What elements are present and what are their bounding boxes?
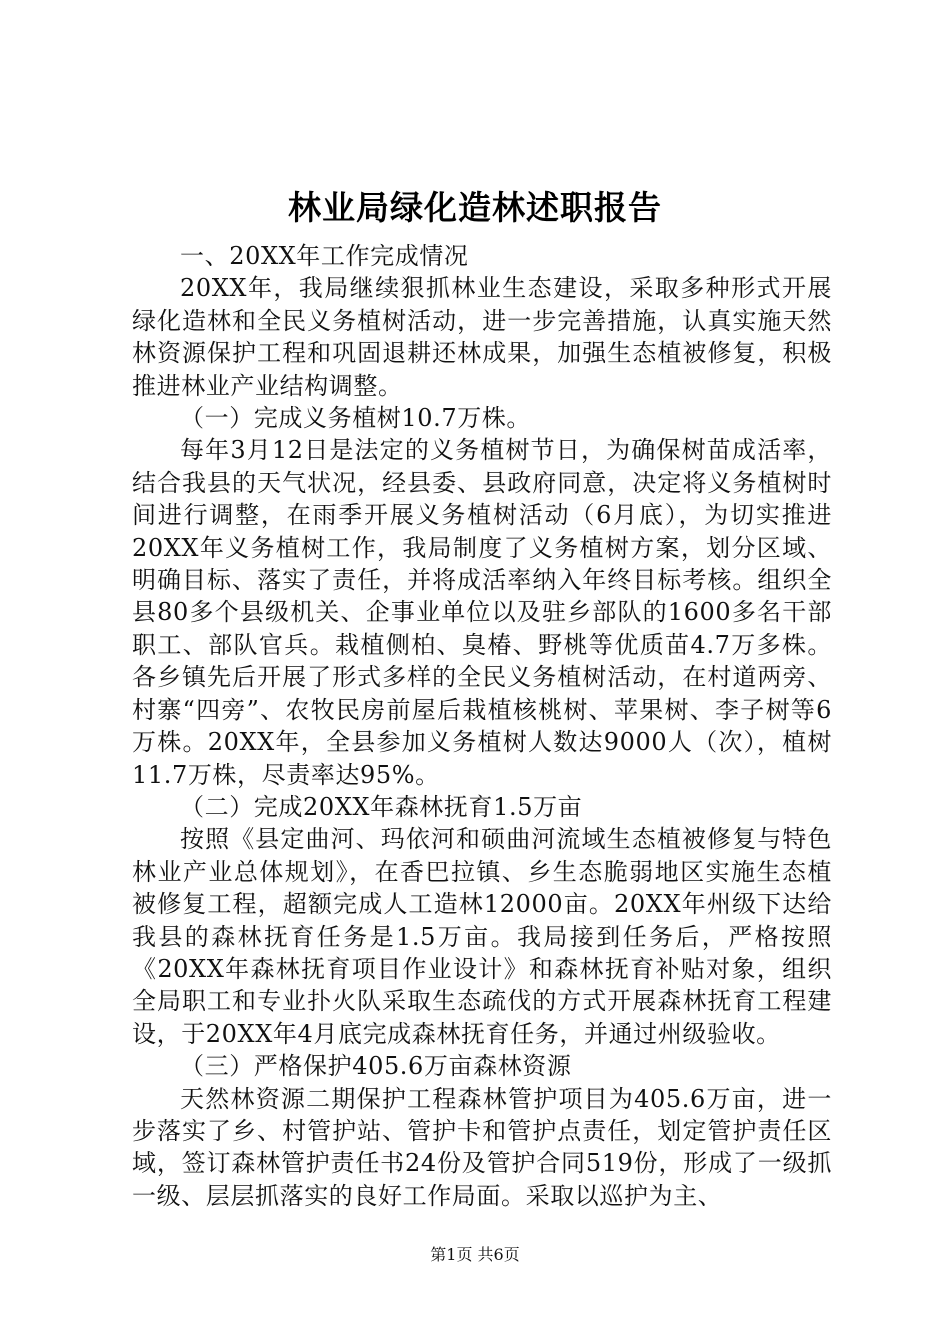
page-number: 第1页 共6页 (430, 1245, 520, 1264)
subsection-heading: （三）严格保护405.6万亩森林资源 (180, 1052, 572, 1081)
section-heading: 一、20XX年工作完成情况 (180, 242, 469, 270)
paragraph: 20XX年，我局继续狠抓林业生态建设，采取多种形式开展绿化造林和全民义务植树活动，进一步完善措施，认真实施天然林资源保护工程和巩固退耕还林成果，加强生态植被修复，积极推进林业产业结构调整。 (132, 274, 832, 400)
paragraph: 天然林资源二期保护工程森林管护项目为405.6万亩，进一步落实了乡、村管护站、管护卡和管护点责任，划定管护责任区域，签订森林管护责任书24份及管护合同519份，形成了一级抓一级、层层抓落实的良好工作局面。采取以巡护为主、 (132, 1084, 832, 1210)
document-body (132, 240, 832, 1212)
document-title: 林业局绿化造林述职报告 (288, 188, 662, 227)
paragraph: 每年3月12日是法定的义务植树节日，为确保树苗成活率，结合我县的天气状况，经县委、县政府同意，决定将义务植树时间进行调整，在雨季开展义务植树活动（6月底），为切实推进20XX年义务植树工作，我局制度了义务植树方案，划分区域、明确目标、落实了责任，并将成活率纳入年终目标考核。组织全县80多个县级机关、企事业单位以及驻乡部队的1600多名干部职工、部队官兵。栽植侧柏、臭椿、野桃等优质苗4.7万多株。各乡镇先后开展了形式多样的全民义务植树活动，在村道两旁、村寨“四旁”、农牧民房前屋后栽植核桃树、苹果树、李子树等6万株。20XX年，全县参加义务植树人数达9000人（次），植树11.7万株，尽责率达95%。 (132, 436, 832, 789)
subsection-heading: （二）完成20XX年森林抚育1.5万亩 (180, 792, 583, 821)
subsection-heading: （一）完成义务植树10.7万株。 (180, 404, 532, 433)
paragraph: 按照《县定曲河、玛依河和硕曲河流域生态植被修复与特色林业产业总体规划》，在香巴拉镇、乡生态脆弱地区实施生态植被修复工程，超额完成人工造林12000亩。20XX年州级下达给我县的森林抚育任务是1.5万亩。我局接到任务后，严格按照《20XX年森林抚育项目作业设计》和森林抚育补贴对象，组织全局职工和专业扑火队采取生态疏伐的方式开展森林抚育工程建设，于20XX年4月底完成森林抚育任务，并通过州级验收。 (132, 825, 832, 1048)
